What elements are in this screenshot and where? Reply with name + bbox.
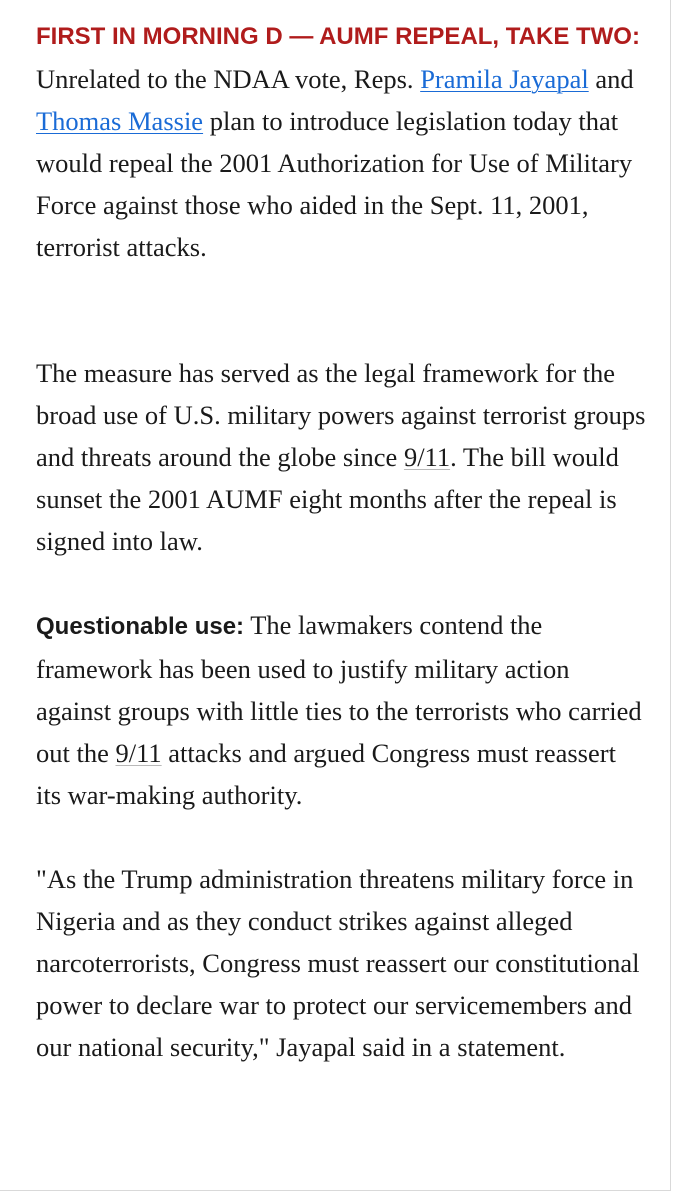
article-body <box>36 14 646 1068</box>
paragraph-text: The lawmakers contend the framework has been used to justify military action against groups with little ties to the terrorists who carried out the <box>36 610 642 768</box>
paragraph-text: and <box>588 64 634 94</box>
date-reference[interactable]: 9/11 <box>403 442 451 472</box>
quote-text: "As the Trump administration threatens military force in Nigeria and as they conduct strikes against alleged narcoterrorists, Congress must reassert our constitutional power to declare war to protect our servicemembers and our national security," Jayapal said in a statement. <box>36 864 640 1062</box>
paragraph-aumf-repeal <box>36 14 646 268</box>
paragraph-text: The measure has served as the legal framework for the broad use of U.S. military powers against terrorist groups and threats around the globe since <box>36 358 646 472</box>
paragraph-questionable-use <box>36 604 646 816</box>
section-kicker: FIRST IN MORNING D — AUMF REPEAL, TAKE TWO: <box>36 23 640 50</box>
link-thomas-massie[interactable]: Thomas Massie <box>36 106 204 136</box>
date-reference[interactable]: 9/11 <box>115 738 162 768</box>
link-pramila-jayapal[interactable]: Pramila Jayapal <box>420 64 589 94</box>
paragraph-text: . The bill would sunset the 2001 AUMF eight months after the repeal is signed into law. <box>36 442 619 556</box>
paragraph-text: plan to introduce legislation today that would repeal the 2001 Authorization for Use of Military Force against those who aided in the Sept. 11, 2001, terrorist attacks. <box>36 106 633 262</box>
paragraph-text: attacks and argued Congress must reassert its war-making authority. <box>36 738 616 810</box>
paragraph-text: Unrelated to the NDAA vote, Reps. <box>36 64 421 94</box>
section-subhead: Questionable use: <box>36 613 245 640</box>
paragraph-jayapal-quote <box>36 858 646 1068</box>
paragraph-legal-framework <box>36 352 646 562</box>
